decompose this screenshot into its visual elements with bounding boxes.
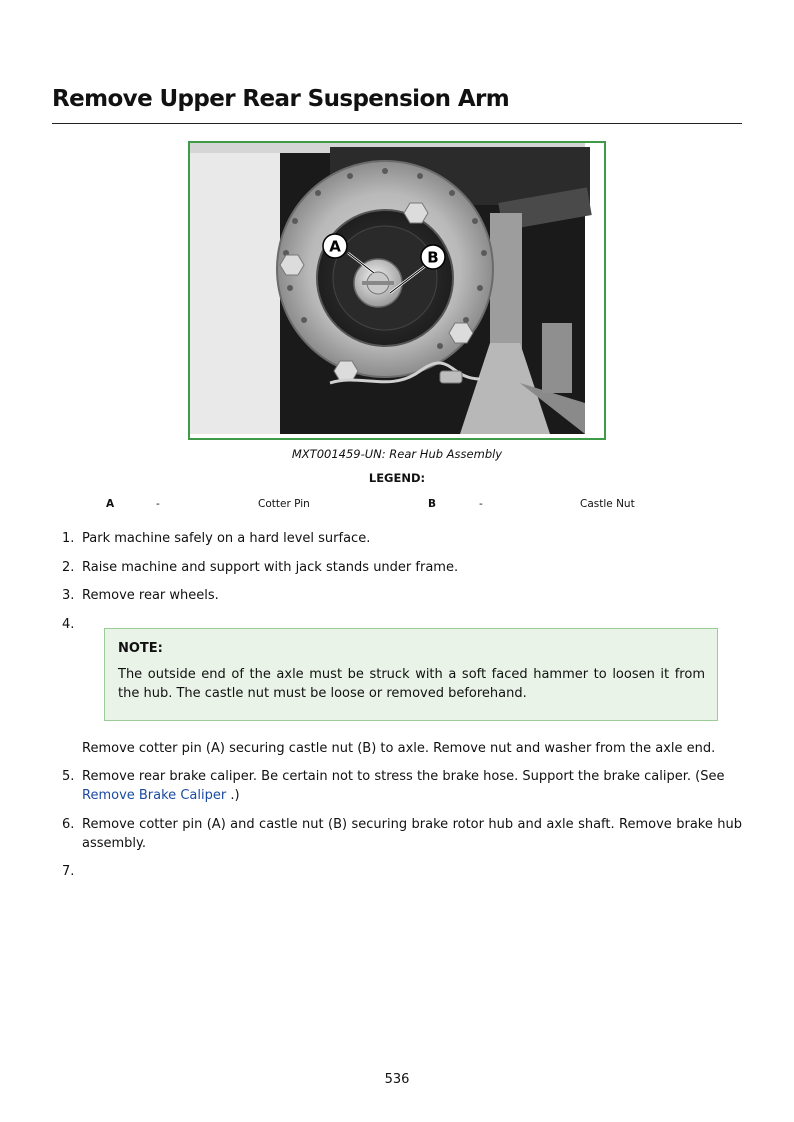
remove-brake-caliper-link[interactable]: Remove Brake Caliper — [82, 788, 227, 803]
step-text: Raise machine and support with jack stands under frame. — [82, 560, 459, 575]
step-number: 2. — [62, 560, 75, 575]
legend-key-b: B — [428, 498, 437, 510]
legend-heading: LEGEND: — [368, 471, 426, 485]
step-number: 6. — [62, 817, 75, 832]
legend-label-a: Cotter Pin — [258, 498, 310, 510]
note-title: NOTE: — [118, 641, 163, 656]
step-text: Remove rear wheels. — [82, 588, 219, 603]
rear-hub-photo — [190, 143, 600, 434]
figure-rear-hub-assembly — [188, 141, 606, 440]
step-4-body: Remove cotter pin (A) securing castle nut (B) to axle. Remove nut and washer from the axle end. — [82, 741, 716, 756]
legend-dash-a: - — [156, 498, 160, 510]
step-text — [82, 767, 742, 805]
step-number: 5. — [62, 769, 75, 784]
legend-key-a: A — [106, 498, 115, 510]
step-text: Park machine safely on a hard level surface. — [82, 531, 371, 546]
step-number: 4. — [62, 617, 75, 632]
legend-label-b: Castle Nut — [580, 498, 635, 510]
step-5-suffix: .) — [226, 788, 240, 803]
callout-b-label: B — [427, 248, 439, 267]
note-text: The outside end of the axle must be struck with a soft faced hammer to loosen it from the hub. The castle nut must be loose or removed beforehand. — [118, 667, 705, 701]
title-divider — [52, 123, 742, 124]
legend-dash-b: - — [479, 498, 483, 510]
step-number: 1. — [62, 531, 75, 546]
step-5-text: Remove rear brake caliper. Be certain not to stress the brake hose. Support the brake caliper. (See — [82, 769, 725, 784]
page-number: 536 — [384, 1072, 410, 1087]
figure-caption: MXT001459-UN: Rear Hub Assembly — [291, 447, 503, 461]
callout-a-label: A — [329, 237, 341, 256]
step-text: Remove cotter pin (A) and castle nut (B) securing brake rotor hub and axle shaft. Remove brake hub assembly. — [82, 817, 742, 851]
page-title: Remove Upper Rear Suspension Arm — [52, 86, 510, 112]
step-number: 7. — [62, 864, 75, 879]
note-box — [104, 628, 718, 721]
step-number: 3. — [62, 588, 75, 603]
